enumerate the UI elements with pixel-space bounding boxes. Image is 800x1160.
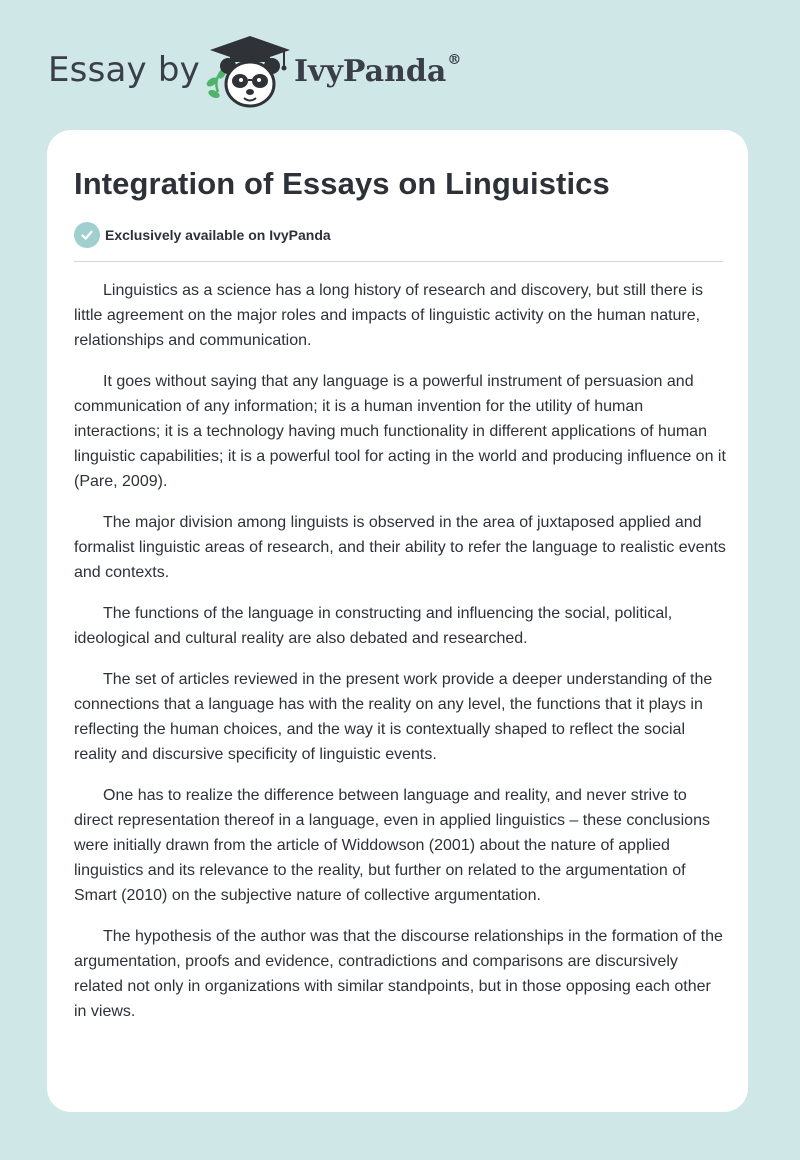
site-header [0,0,800,130]
paragraph: The hypothesis of the author was that the discourse relationships in the formation of the argumentation, proofs and evidence, contradictions and comparisons are discursively related not only in organizations with similar standpoints, but in those opposing each other in views. [74,928,723,1020]
essay-card [47,130,748,1112]
brand-name [294,54,461,89]
graduation-panda-logo-icon [200,34,292,110]
brand-name-text: IvyPanda [294,54,447,89]
essay-body [74,278,726,1040]
page-title: Integration of Essays on Linguistics [74,166,610,201]
paragraph: The major division among linguists is observed in the area of juxtaposed applied and formalist linguistic areas of research, and their ability to refer the language to realistic events and contexts. [74,514,726,581]
essay-by-label: Essay by [48,50,200,90]
exclusive-badge [74,222,331,248]
paragraph: The functions of the language in constructing and influencing the social, political, ideological and cultural reality are also debated and researched. [74,605,673,647]
divider [74,261,723,262]
registered-mark: ® [447,52,462,68]
paragraph: Linguistics as a science has a long history of research and discovery, but still there is little agreement on the major roles and impacts of linguistic activity on the human nature, relationships and communication. [74,282,703,349]
paragraph: The set of articles reviewed in the present work provide a deeper understanding of the connections that a language has with the reality on any level, the functions that it plays in reflecting the human choices, and the way it is contextually shaped to reflect the social reality and discursive specificity of linguistic events. [74,671,713,763]
check-icon [74,222,100,248]
exclusive-label: Exclusively available on IvyPanda [105,227,331,243]
paragraph: One has to realize the difference between language and reality, and never strive to direct representation thereof in a language, even in applied linguistics – these conclusions were initially drawn from the article of Widdowson (2001) about the nature of applied linguistics and its relevance to the reality, but further on related to the argumentation of Smart (2010) on the subjective nature of collective argumentation. [74,787,710,904]
paragraph: It goes without saying that any language is a powerful instrument of persuasion and communication of any information; it is a human invention for the utility of human interactions; it is a technology having much functionality in different applications of human linguistic capabilities; it is a powerful tool for acting in the world and producing influence on it (Pare, 2009). [74,373,726,490]
